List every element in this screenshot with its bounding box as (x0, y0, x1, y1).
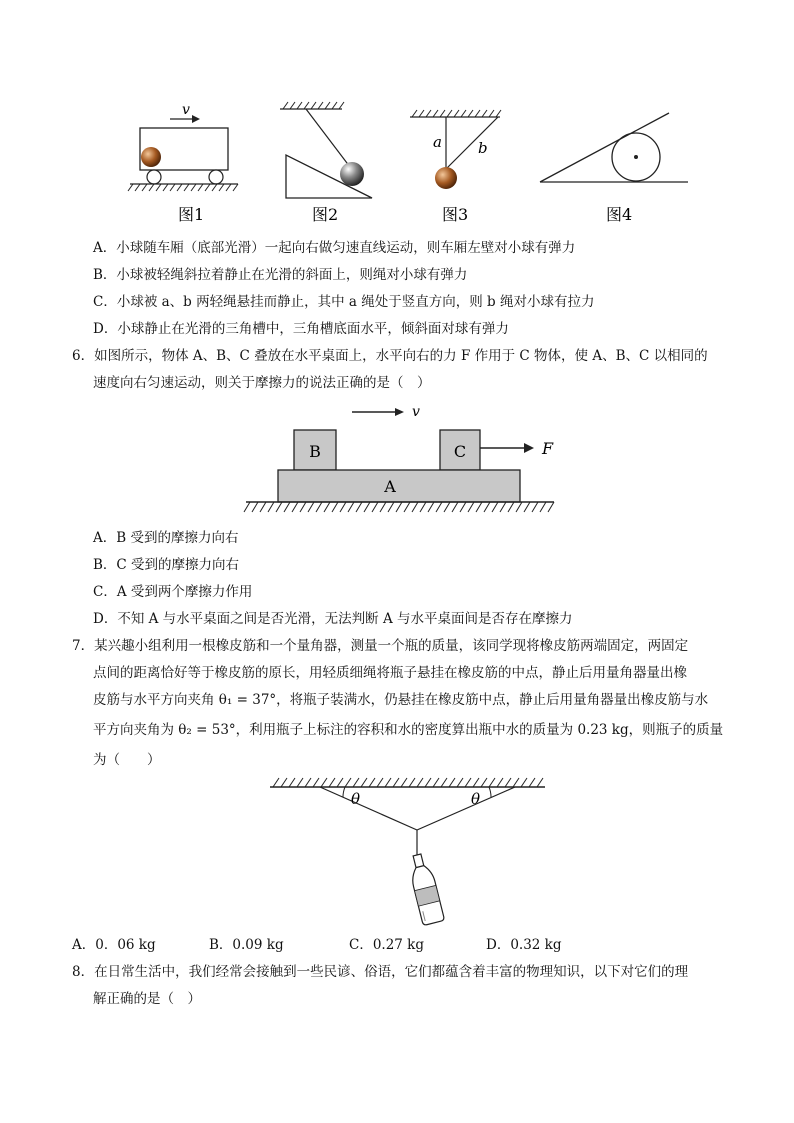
q5-option-c: C．小球被 a、b 两轻绳悬挂而静止，其中 a 绳处于竖直方向，则 b 绳对小球有拉力 (93, 294, 595, 310)
q7-figure (265, 775, 550, 930)
bottle-icon (406, 852, 444, 925)
q7-option-b: B．0.09 kg (209, 937, 284, 953)
q6-option-b: B．C 受到的摩擦力向右 (93, 557, 240, 573)
q8-stem-line1: 8．在日常生活中，我们经常会接触到一些民谚、俗语，它们都蕴含着丰富的物理知识，以下对它们的理 (72, 964, 689, 980)
q7-options-row (72, 935, 592, 955)
ceiling-hatch (273, 778, 543, 787)
rope-b-line (446, 117, 498, 169)
caption-fig4: 图4 (606, 205, 633, 224)
q7-stem-line5: 为（ ） (93, 752, 161, 768)
angle-right-label: θ (471, 790, 481, 808)
q6-velocity-label: v (412, 404, 420, 420)
block-b-label: B (309, 442, 321, 461)
q7-stem-line3: 皮筋与水平方向夹角 θ₁ = 37°，将瓶子装满水，仍悬挂在橡皮筋中点，静止后用量角器量出橡皮筋与水 (93, 692, 709, 708)
force-label: F (542, 439, 554, 458)
caption-fig2: 图2 (312, 205, 339, 224)
q5-option-a: A．小球随车厢（底部光滑）一起向右做匀速直线运动，则车厢左壁对小球有弹力 (93, 240, 576, 256)
wheel-icon (209, 170, 223, 184)
q6-stem-line1: 6．如图所示，物体 A、B、C 叠放在水平桌面上，水平向右的力 F 作用于 C 物体，使 A、B、C 以相同的 (72, 348, 708, 364)
q7-option-d: D．0.32 kg (486, 937, 562, 953)
rope-line (306, 109, 350, 167)
rope-a-label: a (433, 133, 442, 151)
q8-stem-line2: 解正确的是（ ） (93, 991, 201, 1007)
q7-option-c: C．0.27 kg (349, 937, 425, 953)
q5-option-d: D．小球静止在光滑的三角槽中，三角槽底面水平，倾斜面对球有弹力 (93, 321, 509, 337)
rope-b-label: b (478, 139, 488, 157)
q7-option-a: A．0．06 kg (72, 937, 156, 953)
ground-hatch (244, 502, 554, 512)
wheel-icon (147, 170, 161, 184)
figure-4-groove (540, 113, 688, 182)
figure-3-two-ropes (410, 110, 501, 189)
q6-option-a: A．B 受到的摩擦力向右 (93, 530, 239, 546)
q7-stem-line4: 平方向夹角为 θ₂ = 53°，利用瓶子上标注的容积和水的密度算出瓶中水的质量为 0.23 kg，则瓶子的质量 (93, 722, 724, 738)
block-a-label: A (384, 477, 396, 496)
figures-row (120, 95, 700, 230)
ball-icon (141, 147, 161, 167)
block-a (278, 470, 520, 502)
q7-stem-line2: 点间的距离恰好等于橡皮筋的原长，用轻质细绳将瓶子悬挂在橡皮筋的中点，静止后用量角器量出橡 (93, 665, 687, 681)
caption-fig3: 图3 (442, 205, 469, 224)
q6-option-c: C．A 受到两个摩擦力作用 (93, 584, 253, 600)
ball-icon (340, 162, 364, 186)
q6-figure (240, 400, 570, 520)
q6-option-d: D．不知 A 与水平桌面之间是否光滑，无法判断 A 与水平桌面间是否存在摩擦力 (93, 611, 573, 627)
rubber-band-left (320, 787, 417, 830)
q5-option-b: B．小球被轻绳斜拉着静止在光滑的斜面上，则绳对小球有弹力 (93, 267, 468, 283)
fig1-velocity-label: v (182, 102, 190, 118)
figure-2-incline (280, 102, 372, 198)
block-c-label: C (453, 442, 467, 461)
q7-stem-line1: 7．某兴趣小组利用一根橡皮筋和一个量角器，测量一个瓶的质量，该同学现将橡皮筋两端固定，两固定 (72, 638, 689, 654)
angle-left-label: θ (351, 790, 361, 808)
q6-stem-line2: 速度向右匀速运动，则关于摩擦力的说法正确的是（ ） (93, 375, 431, 391)
rubber-band-right (417, 787, 515, 830)
caption-fig1: 图1 (178, 205, 205, 224)
ball-icon (435, 167, 457, 189)
figure-1-cart (128, 102, 238, 191)
